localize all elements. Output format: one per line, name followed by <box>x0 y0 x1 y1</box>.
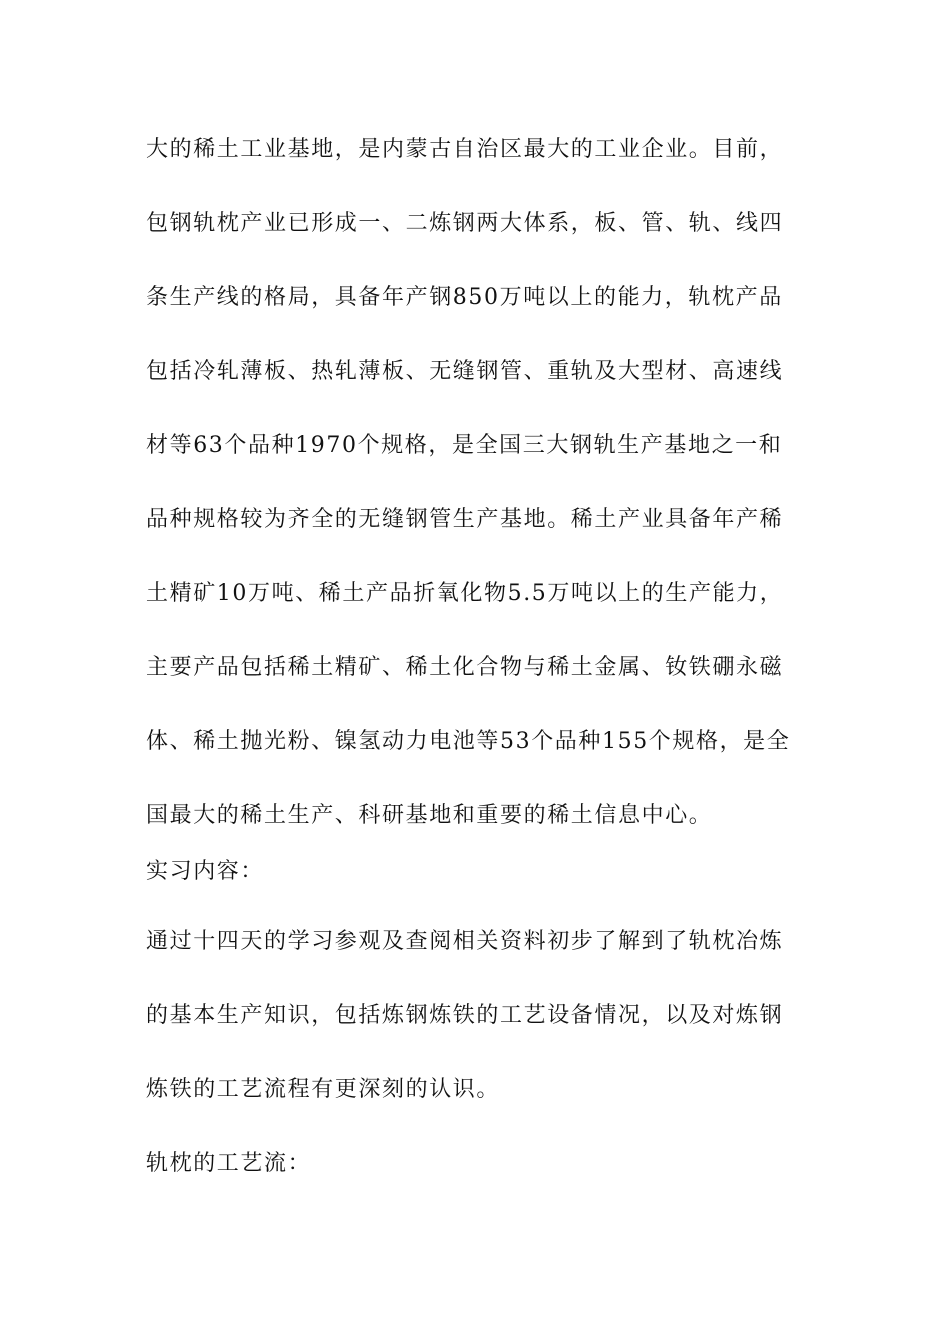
text-line: 条生产线的格局，具备年产钢850万吨以上的能力，轨枕产品 <box>146 285 783 310</box>
text-line: 材等63个品种1970个规格，是全国三大钢轨生产基地之一和 <box>146 433 783 458</box>
heading-internship-content: 实习内容： <box>146 859 265 884</box>
text-line: 品种规格较为齐全的无缝钢管生产基地。稀土产业具备年产稀 <box>146 507 784 532</box>
document-body <box>146 133 808 1181</box>
paragraph-internship-summary <box>146 925 808 1107</box>
text-line: 大的稀土工业基地，是内蒙古自治区最大的工业企业。目前， <box>146 137 784 162</box>
text-line: 主要产品包括稀土精矿、稀土化合物与稀土金属、钕铁硼永磁 <box>146 655 784 680</box>
text-line: 土精矿10万吨、稀土产品折氧化物5.5万吨以上的生产能力， <box>146 581 784 606</box>
text-line: 包钢轨枕产业已形成一、二炼钢两大体系，板、管、轨、线四 <box>146 211 784 236</box>
text-line: 炼铁的工艺流程有更深刻的认识。 <box>146 1077 501 1102</box>
text-line: 体、稀土抛光粉、镍氢动力电池等53个品种155个规格，是全 <box>146 729 791 754</box>
text-line: 包括冷轧薄板、热轧薄板、无缝钢管、重轨及大型材、高速线 <box>146 359 784 384</box>
text-line: 国最大的稀土生产、科研基地和重要的稀土信息中心。 <box>146 803 713 828</box>
paragraph-company-overview <box>146 133 808 833</box>
heading-process-flow: 轨枕的工艺流： <box>146 1151 312 1176</box>
text-line: 通过十四天的学习参观及查阅相关资料初步了解到了轨枕冶炼 <box>146 929 784 954</box>
text-line: 的基本生产知识，包括炼钢炼铁的工艺设备情况，以及对炼钢 <box>146 1003 784 1028</box>
